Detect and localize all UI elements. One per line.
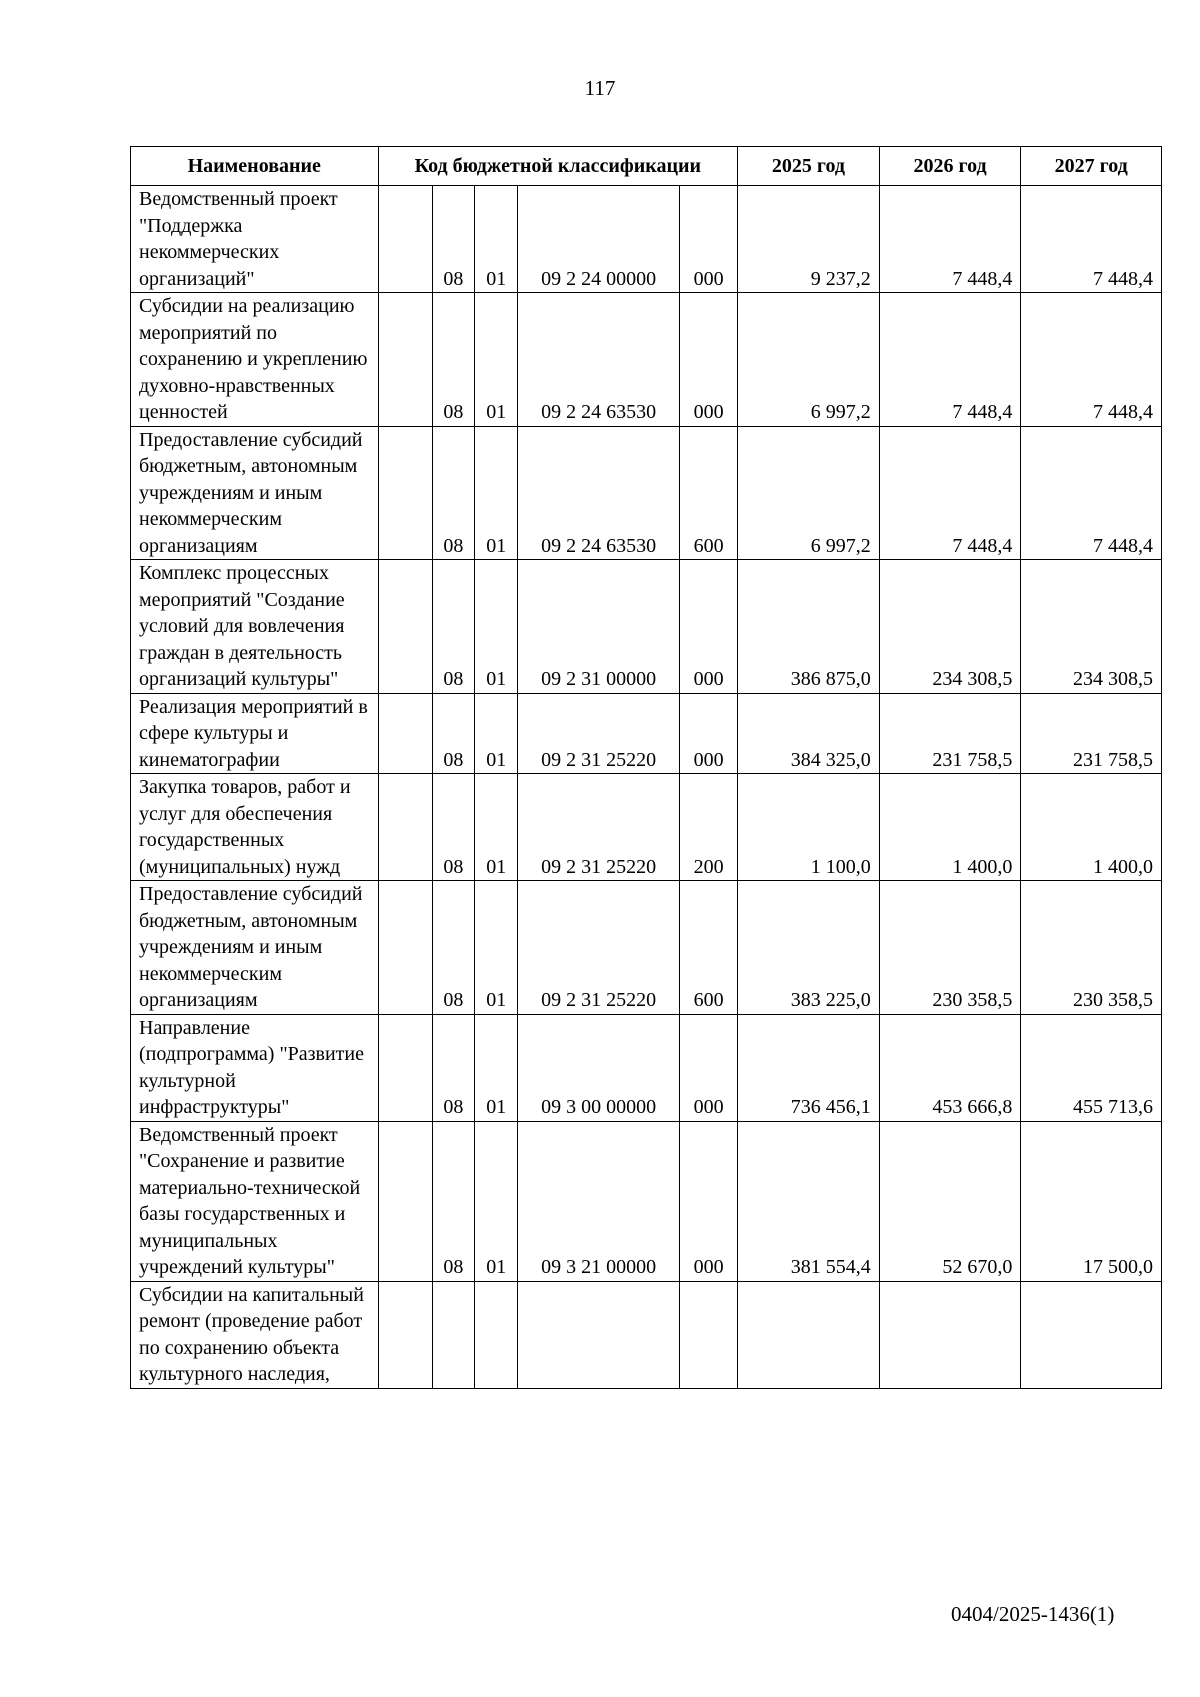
target-article-cell (518, 1281, 680, 1388)
section-code-cell: 08 (432, 560, 475, 694)
row-name-cell: Закупка товаров, работ и услуг для обеспечения государственных (муниципальных) нужд (131, 774, 379, 881)
code-cell-blank (378, 1014, 432, 1121)
expense-type-cell (680, 1281, 738, 1388)
table-row (131, 881, 1162, 1015)
code-cell-blank (378, 293, 432, 427)
amount-2025-cell: 6 997,2 (738, 293, 880, 427)
target-article-cell: 09 2 24 00000 (518, 186, 680, 293)
subsection-code-cell: 01 (475, 1014, 518, 1121)
subsection-code-cell: 01 (475, 881, 518, 1015)
amount-2026-cell: 231 758,5 (879, 693, 1021, 774)
expense-type-cell: 000 (680, 293, 738, 427)
subsection-code-cell: 01 (475, 186, 518, 293)
code-cell-blank (378, 1281, 432, 1388)
expense-type-cell: 200 (680, 774, 738, 881)
subsection-code-cell: 01 (475, 693, 518, 774)
header-2025: 2025 год (738, 147, 880, 186)
subsection-code-cell: 01 (475, 774, 518, 881)
amount-2027-cell: 455 713,6 (1021, 1014, 1162, 1121)
section-code-cell: 08 (432, 881, 475, 1015)
section-code-cell: 08 (432, 426, 475, 560)
row-name-cell: Предоставление субсидий бюджетным, автономным учреждениям и иным некоммерческим организациям (131, 426, 379, 560)
target-article-cell: 09 2 31 00000 (518, 560, 680, 694)
expense-type-cell: 600 (680, 426, 738, 560)
amount-2025-cell (738, 1281, 880, 1388)
code-cell-blank (378, 1121, 432, 1281)
section-code-cell (432, 1281, 475, 1388)
section-code-cell: 08 (432, 1014, 475, 1121)
table-body (131, 186, 1162, 1389)
expense-type-cell: 000 (680, 1121, 738, 1281)
target-article-cell: 09 2 24 63530 (518, 426, 680, 560)
amount-2025-cell: 6 997,2 (738, 426, 880, 560)
amount-2026-cell: 52 670,0 (879, 1121, 1021, 1281)
amount-2027-cell: 1 400,0 (1021, 774, 1162, 881)
subsection-code-cell: 01 (475, 560, 518, 694)
amount-2027-cell: 7 448,4 (1021, 293, 1162, 427)
amount-2025-cell: 1 100,0 (738, 774, 880, 881)
row-name-cell: Реализация мероприятий в сфере культуры и кинематографии (131, 693, 379, 774)
document-code: 0404/2025-1436(1) (951, 1602, 1115, 1626)
expense-type-cell: 000 (680, 1014, 738, 1121)
amount-2025-cell: 736 456,1 (738, 1014, 880, 1121)
amount-2026-cell (879, 1281, 1021, 1388)
expense-type-cell: 600 (680, 881, 738, 1015)
section-code-cell: 08 (432, 774, 475, 881)
code-cell-blank (378, 693, 432, 774)
expense-type-cell: 000 (680, 186, 738, 293)
section-code-cell: 08 (432, 1121, 475, 1281)
header-2026: 2026 год (879, 147, 1021, 186)
table-row (131, 426, 1162, 560)
row-name-cell: Ведомственный проект "Сохранение и развитие материально-технической базы государственных и муниципальных учреждений культуры" (131, 1121, 379, 1281)
table-row (131, 774, 1162, 881)
amount-2027-cell: 231 758,5 (1021, 693, 1162, 774)
amount-2027-cell (1021, 1281, 1162, 1388)
row-name-cell: Субсидии на капитальный ремонт (проведение работ по сохранению объекта культурного наследия, (131, 1281, 379, 1388)
subsection-code-cell: 01 (475, 1121, 518, 1281)
amount-2027-cell: 7 448,4 (1021, 426, 1162, 560)
expense-type-cell: 000 (680, 693, 738, 774)
amount-2026-cell: 234 308,5 (879, 560, 1021, 694)
page-number: 117 (584, 76, 616, 100)
section-code-cell: 08 (432, 693, 475, 774)
row-name-cell: Субсидии на реализацию мероприятий по сохранению и укреплению духовно-нравственных ценностей (131, 293, 379, 427)
table-row (131, 186, 1162, 293)
subsection-code-cell: 01 (475, 426, 518, 560)
subsection-code-cell: 01 (475, 293, 518, 427)
amount-2025-cell: 9 237,2 (738, 186, 880, 293)
target-article-cell: 09 2 31 25220 (518, 774, 680, 881)
amount-2026-cell: 230 358,5 (879, 881, 1021, 1015)
section-code-cell: 08 (432, 186, 475, 293)
table-header-row (131, 147, 1162, 186)
code-cell-blank (378, 774, 432, 881)
table-row (131, 693, 1162, 774)
target-article-cell: 09 2 31 25220 (518, 881, 680, 1015)
amount-2026-cell: 7 448,4 (879, 186, 1021, 293)
code-cell-blank (378, 881, 432, 1015)
subsection-code-cell (475, 1281, 518, 1388)
amount-2026-cell: 1 400,0 (879, 774, 1021, 881)
header-2027: 2027 год (1021, 147, 1162, 186)
amount-2027-cell: 234 308,5 (1021, 560, 1162, 694)
amount-2025-cell: 383 225,0 (738, 881, 880, 1015)
target-article-cell: 09 2 31 25220 (518, 693, 680, 774)
code-cell-blank (378, 426, 432, 560)
amount-2026-cell: 7 448,4 (879, 293, 1021, 427)
amount-2026-cell: 453 666,8 (879, 1014, 1021, 1121)
target-article-cell: 09 3 21 00000 (518, 1121, 680, 1281)
amount-2027-cell: 230 358,5 (1021, 881, 1162, 1015)
expense-type-cell: 000 (680, 560, 738, 694)
row-name-cell: Направление (подпрограмма) "Развитие культурной инфраструктуры" (131, 1014, 379, 1121)
table-row (131, 1281, 1162, 1388)
budget-table (130, 146, 1162, 1389)
table-row (131, 293, 1162, 427)
amount-2026-cell: 7 448,4 (879, 426, 1021, 560)
amount-2025-cell: 384 325,0 (738, 693, 880, 774)
target-article-cell: 09 3 00 00000 (518, 1014, 680, 1121)
row-name-cell: Ведомственный проект "Поддержка некоммерческих организаций" (131, 186, 379, 293)
section-code-cell: 08 (432, 293, 475, 427)
code-cell-blank (378, 186, 432, 293)
table-row (131, 560, 1162, 694)
row-name-cell: Предоставление субсидий бюджетным, автономным учреждениям и иным некоммерческим организациям (131, 881, 379, 1015)
code-cell-blank (378, 560, 432, 694)
amount-2025-cell: 381 554,4 (738, 1121, 880, 1281)
table-row (131, 1014, 1162, 1121)
target-article-cell: 09 2 24 63530 (518, 293, 680, 427)
amount-2027-cell: 17 500,0 (1021, 1121, 1162, 1281)
amount-2025-cell: 386 875,0 (738, 560, 880, 694)
header-budget-code: Код бюджетной классификации (378, 147, 738, 186)
amount-2027-cell: 7 448,4 (1021, 186, 1162, 293)
header-name: Наименование (131, 147, 379, 186)
row-name-cell: Комплекс процессных мероприятий "Создание условий для вовлечения граждан в деятельность организаций культуры" (131, 560, 379, 694)
table-row (131, 1121, 1162, 1281)
